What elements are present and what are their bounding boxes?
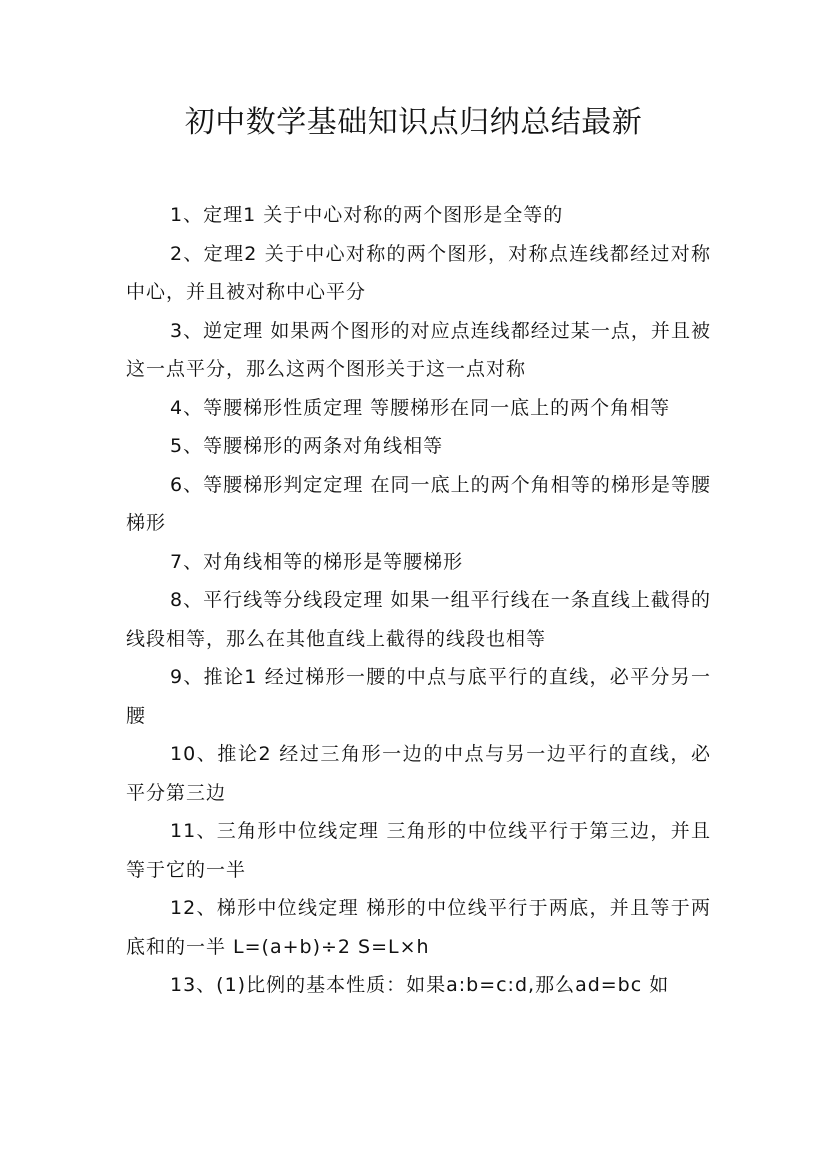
paragraph-10: 10、推论2 经过三角形一边的中点与另一边平行的直线，必平分第三边 bbox=[126, 743, 711, 804]
paragraph-12: 12、梯形中位线定理 梯形的中位线平行于两底，并且等于两底和的一半 L=(a+b)÷2 S=L×h bbox=[126, 897, 711, 958]
paragraph-11: 11、三角形中位线定理 三角形的中位线平行于第三边，并且等于它的一半 bbox=[126, 820, 711, 881]
paragraph-8: 8、平行线等分线段定理 如果一组平行线在一条直线上截得的线段相等，那么在其他直线上截得的线段也相等 bbox=[126, 589, 711, 650]
paragraph-6: 6、等腰梯形判定定理 在同一底上的两个角相等的梯形是等腰梯形 bbox=[126, 473, 711, 534]
document-body bbox=[126, 196, 711, 1005]
paragraph-9: 9、推论1 经过梯形一腰的中点与底平行的直线，必平分另一腰 bbox=[126, 666, 711, 727]
paragraph-13: 13、(1)比例的基本性质：如果a:b=c:d,那么ad=bc 如 bbox=[170, 974, 670, 996]
paragraph-7: 7、对角线相等的梯形是等腰梯形 bbox=[170, 550, 464, 573]
paragraph-1: 1、定理1 关于中心对称的两个图形是全等的 bbox=[170, 204, 564, 226]
paragraph-3: 3、逆定理 如果两个图形的对应点连线都经过某一点，并且被这一点平分，那么这两个图形关于这一点对称 bbox=[126, 319, 711, 380]
paragraph-4: 4、等腰梯形性质定理 等腰梯形在同一底上的两个角相等 bbox=[170, 396, 671, 419]
paragraph-2: 2、定理2 关于中心对称的两个图形，对称点连线都经过对称中心，并且被对称中心平分 bbox=[126, 242, 711, 303]
document-title: 初中数学基础知识点归纳总结最新 bbox=[184, 105, 643, 140]
paragraph-5: 5、等腰梯形的两条对角线相等 bbox=[170, 435, 444, 457]
